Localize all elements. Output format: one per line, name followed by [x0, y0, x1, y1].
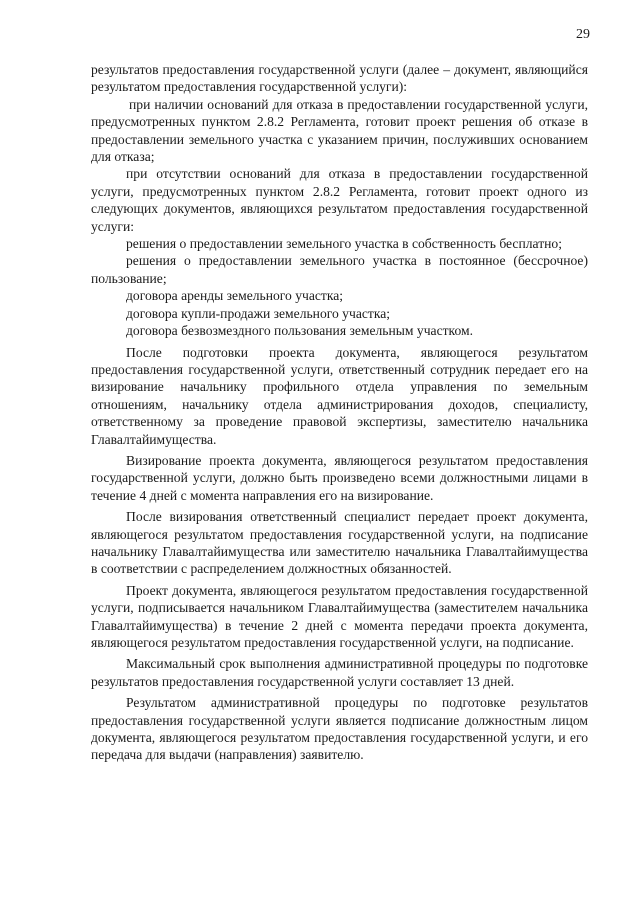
list-item-lease-contract: договора аренды земельного участка;	[126, 288, 344, 304]
paragraph-refusal-grounds: при наличии оснований для отказа в предоставлении государственной услуги, предусмотренных пунктом 2.8.2 Регламента, готовит проект решения об отказе в предоставлении земельного участка с указанием причин, послуживших основанием для отказа;	[91, 96, 588, 165]
paragraph-approval-routing: После подготовки проекта документа, являющегося результатом предоставления государственной услуги, ответственный сотрудник передает его на визирование начальнику профильного отдела управления по земельным отношениям, начальнику отдела администрирования доходов, специалисту, ответственному за проведение правовой экспертизы, заместителю начальника Главалтайимущества.	[91, 344, 588, 447]
list-item-free-use-contract: договора безвозмездного пользования земельным участком.	[126, 323, 474, 339]
paragraph-signing-deadline: Проект документа, являющегося результатом предоставления государственной услуги, подписывается начальником Главалтайимущества (заместителем начальника Главалтайимущества) в течение 2 дней с момента передачи проекта документа, являющегося результатом предоставления государственной услуги, на подписание.	[91, 582, 588, 650]
list-item-permanent-use-decision: решения о предоставлении земельного участка в постоянное (бессрочное) пользование;	[91, 253, 588, 286]
list-item-sale-contract: договора купли-продажи земельного участка;	[126, 305, 391, 321]
page-number: 29	[576, 27, 590, 42]
paragraph-continuation: результатов предоставления государственной услуги (далее – документ, являющийся результатом предоставления государственной услуги):	[91, 62, 588, 95]
paragraph-max-term: Максимальный срок выполнения административной процедуры по подготовке результатов предоставления государственной услуги составляет 13 дней.	[91, 656, 588, 689]
paragraph-approval-deadline: Визирование проекта документа, являющегося результатом предоставления государственной услуги, должно быть произведено всеми должностными лицами в течение 4 дней с момента направления его на визирование.	[91, 452, 588, 503]
paragraph-no-refusal-grounds: при отсутствии оснований для отказа в предоставлении государственной услуги, предусмотренных пунктом 2.8.2 Регламента, готовит проект одного из следующих документов, являющихся результатом предоставления государственной услуги:	[91, 166, 588, 234]
document-body	[91, 61, 588, 764]
paragraph-result: Результатом административной процедуры по подготовке результатов предоставления государственной услуги является подписание должностным лицом документа, являющегося результатом предоставления государственной услуги, и его передача для выдачи (направления) заявителю.	[91, 695, 588, 763]
paragraph-signing-routing: После визирования ответственный специалист передает проект документа, являющегося результатом предоставления государственной услуги, на подписание начальнику Главалтайимущества или заместителю начальника Главалтайимущества в соответствии с распределением должностных обязанностей.	[91, 509, 588, 577]
list-item-ownership-decision: решения о предоставлении земельного участка в собственность бесплатно;	[126, 236, 562, 252]
